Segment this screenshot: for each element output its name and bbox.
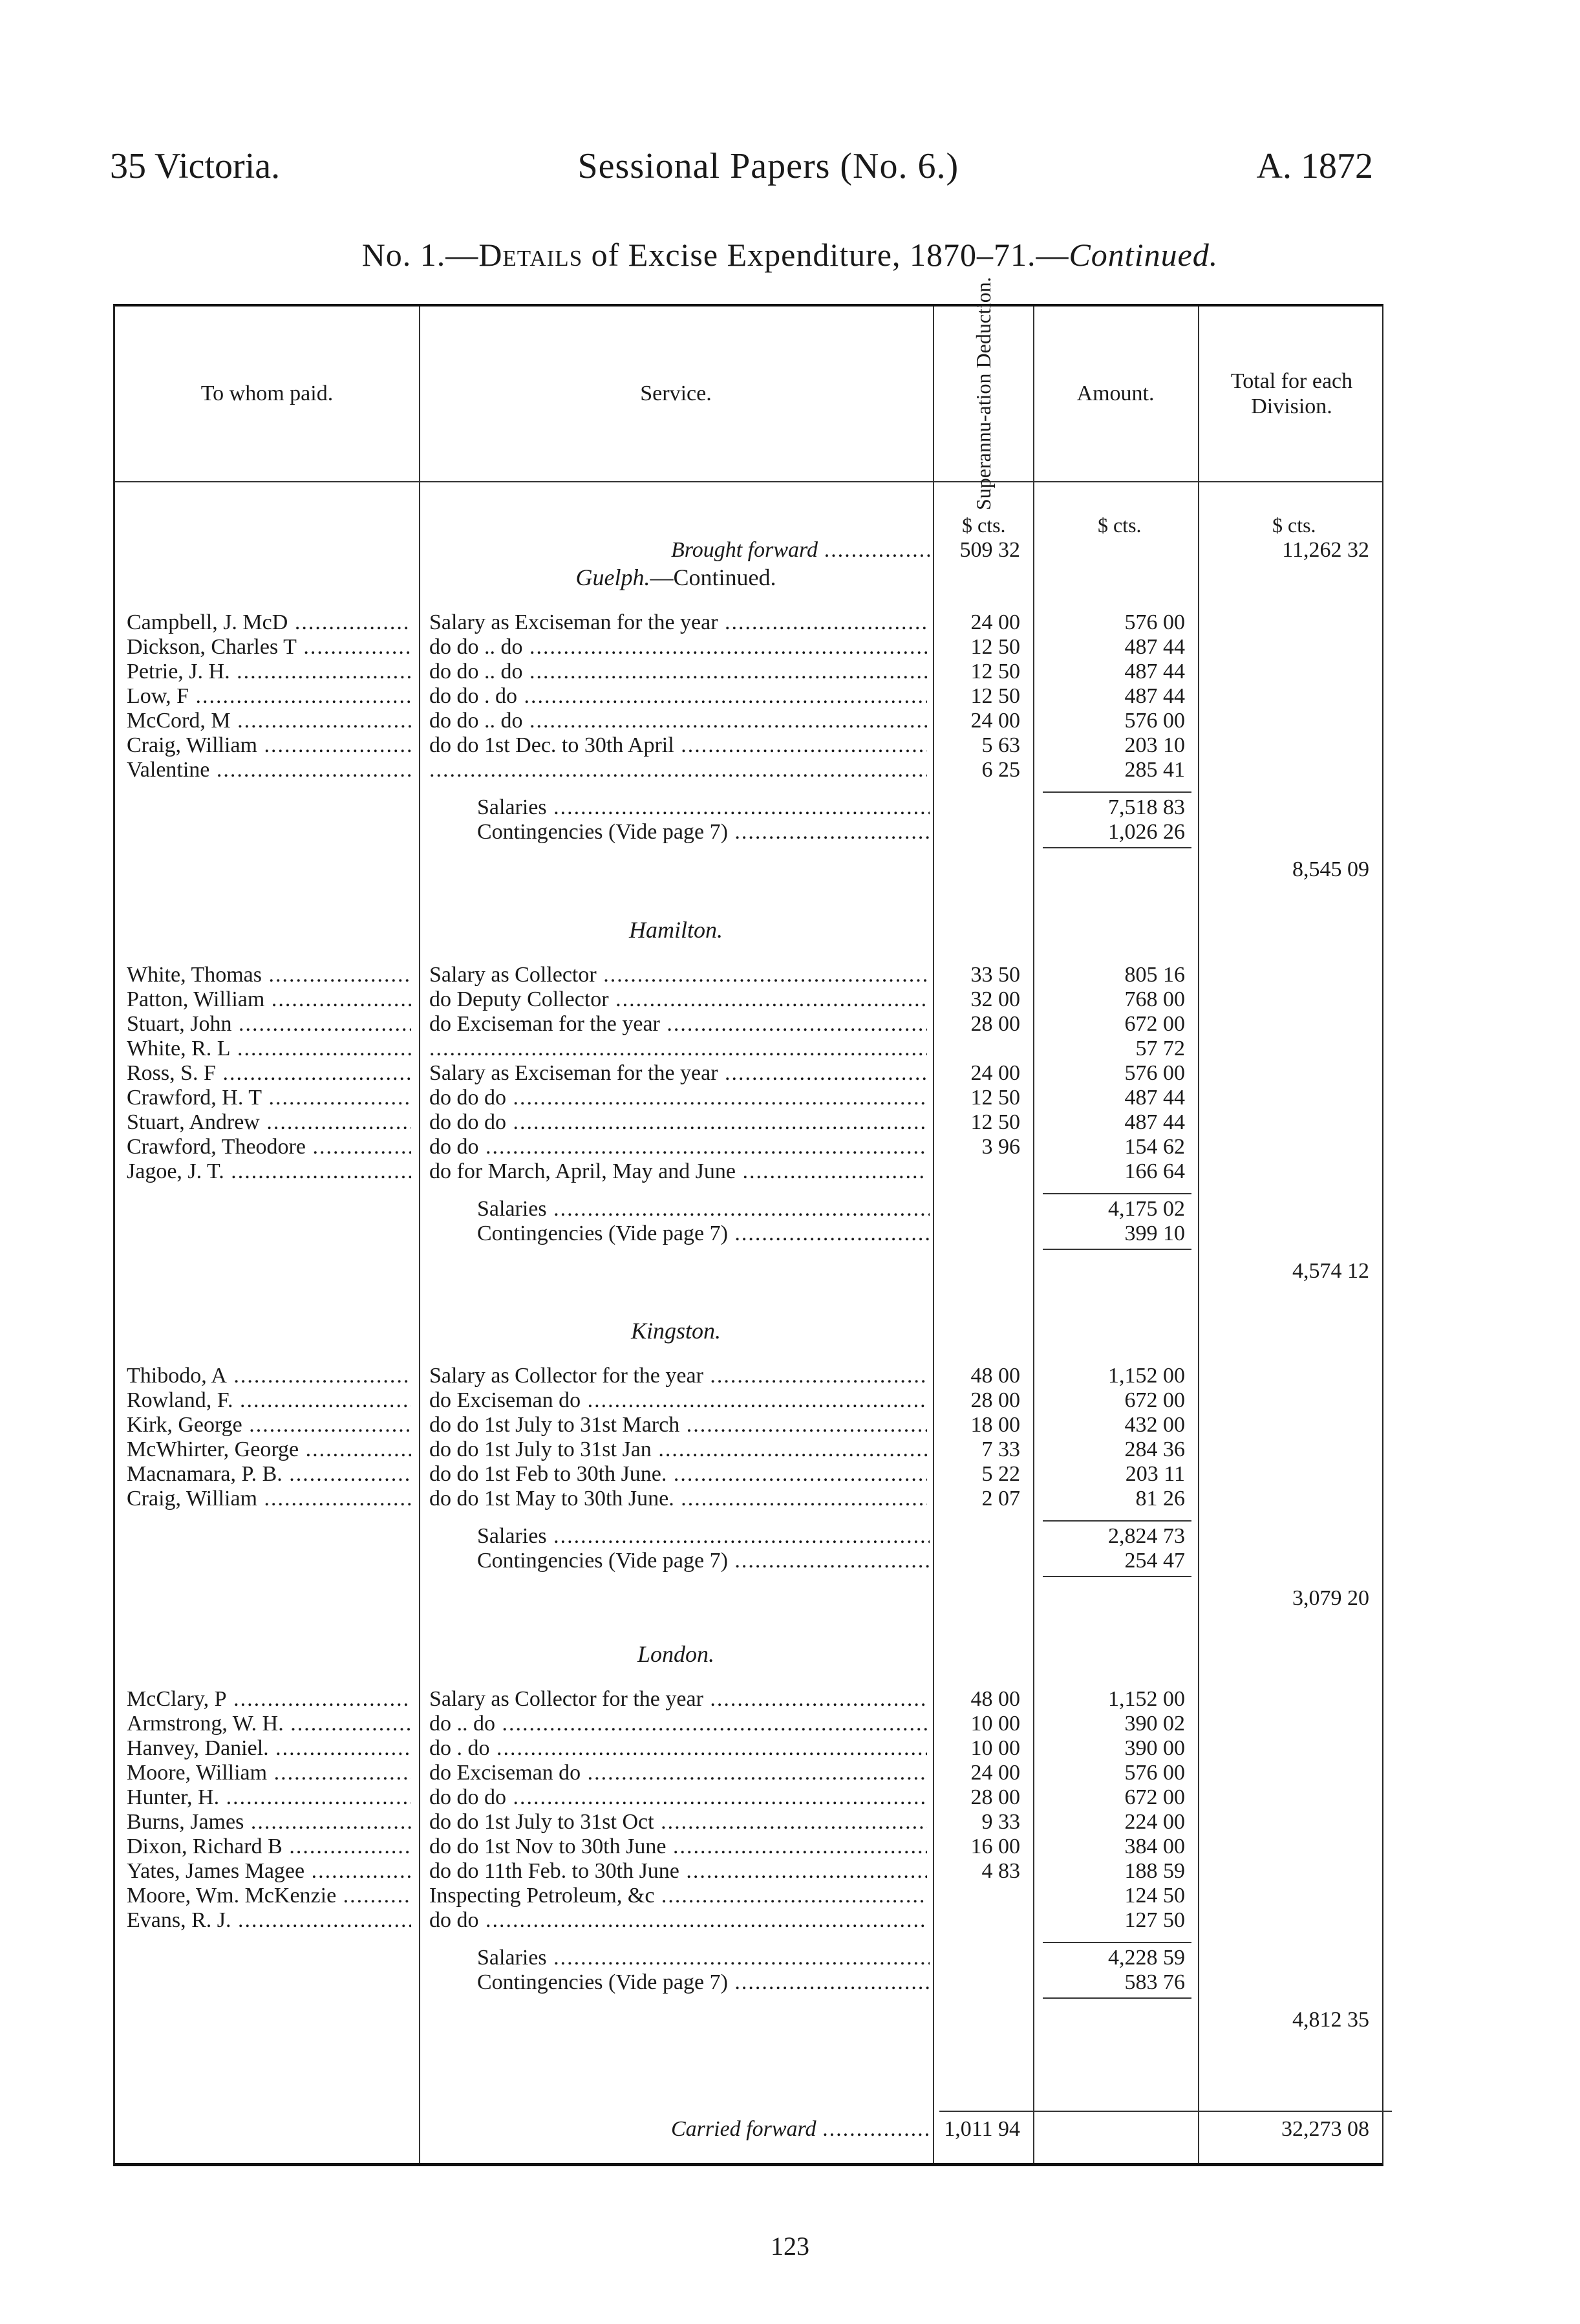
payee-name: Moore, Wm. McKenzie .....: [127, 1884, 411, 1908]
col-amount-header: Amount.: [1076, 382, 1155, 406]
superannuation-deduction: 12 50: [970, 660, 1020, 683]
service-description: [429, 1037, 927, 1061]
amount-rule: [1043, 791, 1191, 793]
table-row: [115, 1462, 1382, 1487]
amount-value: 154 62: [1124, 1135, 1185, 1159]
table-row: [115, 1761, 1382, 1785]
superannuation-deduction: 12 50: [970, 684, 1020, 708]
service-description: do do 1st May to 30th June. .....: [429, 1487, 927, 1511]
service-description: do do .....: [429, 1135, 927, 1159]
amount-value: 384 00: [1124, 1834, 1185, 1858]
payee-name: Dixon, Richard B .....: [127, 1834, 411, 1859]
service-description: do do .....: [429, 1908, 927, 1933]
carried-forward-total: 32,273 08: [1281, 2117, 1369, 2141]
contingencies-amount: 399 10: [1124, 1221, 1185, 1245]
payee-name: Burns, James .....: [127, 1810, 411, 1834]
amount-rule: [1043, 847, 1191, 848]
payee-name: Low, F .....: [127, 684, 411, 709]
table-row: [115, 1061, 1382, 1086]
payee-name: Crawford, H. T .....: [127, 1086, 411, 1110]
amount-rule: [1043, 1193, 1191, 1194]
service-description: do . do .....: [429, 1736, 927, 1761]
amount-value: 127 50: [1124, 1908, 1185, 1932]
division-total: 3,079 20: [1292, 1586, 1369, 1610]
table-row: [115, 1884, 1382, 1908]
amount-value: 224 00: [1124, 1810, 1185, 1834]
col-total-header: Total for each Division.: [1230, 369, 1353, 418]
section-title: [419, 564, 933, 591]
superannuation-deduction: 28 00: [970, 1012, 1020, 1036]
service-description: do do 1st Dec. to 30th April .....: [429, 733, 927, 758]
unit-amount: $ cts.: [1098, 513, 1142, 537]
payee-name: McClary, P .....: [127, 1687, 411, 1712]
table-row: [115, 660, 1382, 684]
payee-name: Craig, William .....: [127, 1487, 411, 1511]
table-row: [115, 1487, 1382, 1511]
superannuation-deduction: 5 22: [981, 1462, 1020, 1486]
table-row: [115, 1135, 1382, 1159]
contingencies-amount: 583 76: [1124, 1970, 1185, 1994]
payee-name: Macnamara, P. B. .....: [127, 1462, 411, 1487]
payee-name: Ross, S. F .....: [127, 1061, 411, 1086]
service-description: do do do .....: [429, 1110, 927, 1135]
service-description: do do .. do .....: [429, 635, 927, 660]
payee-name: Stuart, Andrew .....: [127, 1110, 411, 1135]
service-description: [429, 758, 927, 782]
service-description: do do do .....: [429, 1086, 927, 1110]
superannuation-deduction: 24 00: [970, 1761, 1020, 1785]
contingencies-amount: 254 47: [1124, 1549, 1185, 1573]
division-total: 8,545 09: [1292, 857, 1369, 881]
amount-value: 487 44: [1124, 635, 1185, 659]
section-title: [419, 916, 933, 943]
payee-name: Thibodo, A .....: [127, 1364, 411, 1388]
table-row: [115, 610, 1382, 635]
table-row: [115, 1012, 1382, 1037]
amount-rule: [1043, 1942, 1191, 1943]
salaries-label: Salaries .....: [477, 1946, 930, 1970]
service-description: do do 11th Feb. to 30th June .....: [429, 1859, 927, 1884]
service-description: Salary as Exciseman for the year .....: [429, 1061, 927, 1086]
payee-name: Hunter, H. .....: [127, 1785, 411, 1810]
table-row: [115, 709, 1382, 733]
table-row: [115, 1712, 1382, 1736]
carried-forward-super: 1,011 94: [944, 2117, 1020, 2141]
superannuation-deduction: 3 96: [981, 1135, 1020, 1159]
salaries-label: Salaries .....: [477, 1524, 930, 1549]
superannuation-deduction: 9 33: [981, 1810, 1020, 1834]
payee-name: McCord, M .....: [127, 709, 411, 733]
contingencies-row: [115, 1221, 1382, 1246]
service-description: do Exciseman do .....: [429, 1388, 927, 1413]
section-title: [419, 1641, 933, 1668]
col-name-header: To whom paid.: [200, 382, 334, 406]
amount-rule: [1043, 1997, 1191, 1999]
amount-rule: [1043, 1520, 1191, 1522]
service-description: do do .. do .....: [429, 709, 927, 733]
table-row: [115, 1388, 1382, 1413]
payee-name: Yates, James Magee .....: [127, 1859, 411, 1884]
amount-value: 805 16: [1124, 963, 1185, 987]
table-row: [115, 684, 1382, 709]
section-name: Kingston.: [630, 1318, 721, 1344]
division-total-row: [115, 1586, 1382, 1611]
salaries-row: [115, 1524, 1382, 1549]
service-description: do Deputy Collector .....: [429, 987, 927, 1012]
service-description: do do 1st July to 31st Jan .....: [429, 1437, 927, 1462]
superannuation-deduction: 48 00: [970, 1364, 1020, 1388]
salaries-amount: 4,228 59: [1108, 1946, 1185, 1970]
superannuation-deduction: 4 83: [981, 1859, 1020, 1883]
table-row: [115, 963, 1382, 987]
division-total-row: [115, 2008, 1382, 2032]
payee-name: Jagoe, J. T. .....: [127, 1159, 411, 1184]
table-row: [115, 1413, 1382, 1437]
amount-value: 576 00: [1124, 610, 1185, 634]
division-total: 4,574 12: [1292, 1259, 1369, 1283]
salaries-label: Salaries .....: [477, 795, 930, 820]
superannuation-deduction: 12 50: [970, 635, 1020, 659]
superannuation-deduction: 24 00: [970, 709, 1020, 733]
service-description: Salary as Collector .....: [429, 963, 927, 987]
superannuation-deduction: 28 00: [970, 1388, 1020, 1412]
division-total: 4,812 35: [1292, 2008, 1369, 2032]
amount-value: 487 44: [1124, 1086, 1185, 1110]
contingencies-label: Contingencies (Vide page 7) .....: [477, 1221, 930, 1246]
service-description: do Exciseman do .....: [429, 1761, 927, 1785]
service-description: do do .. do .....: [429, 660, 927, 684]
section-title: [419, 1317, 933, 1344]
contingencies-amount: 1,026 26: [1108, 820, 1185, 844]
table-row: [115, 1687, 1382, 1712]
amount-value: 203 11: [1125, 1462, 1185, 1486]
salaries-amount: 2,824 73: [1108, 1524, 1185, 1548]
page-number: 123: [771, 2232, 809, 2261]
brought-forward-super: 509 32: [959, 538, 1020, 562]
contingencies-row: [115, 1549, 1382, 1573]
payee-name: Stuart, John .....: [127, 1012, 411, 1037]
header-rule: [115, 481, 1382, 482]
superannuation-deduction: 18 00: [970, 1413, 1020, 1437]
payee-name: Craig, William .....: [127, 733, 411, 758]
amount-value: 1,152 00: [1108, 1687, 1185, 1711]
superannuation-deduction: 12 50: [970, 1086, 1020, 1110]
service-description: do do do .....: [429, 1785, 927, 1810]
amount-value: 285 41: [1124, 758, 1185, 782]
unit-super: $ cts.: [962, 513, 1006, 537]
payee-name: McWhirter, George .....: [127, 1437, 411, 1462]
superannuation-deduction: 24 00: [970, 610, 1020, 634]
section-suffix: —Continued.: [650, 565, 776, 590]
table-row: [115, 1736, 1382, 1761]
header-title: Sessional Papers (No. 6.): [577, 146, 959, 186]
amount-value: 81 26: [1135, 1487, 1185, 1511]
superannuation-deduction: 33 50: [970, 963, 1020, 987]
amount-value: 672 00: [1124, 1388, 1185, 1412]
amount-value: 166 64: [1124, 1159, 1185, 1183]
expenditure-table: [113, 277, 1383, 2166]
amount-value: 487 44: [1124, 684, 1185, 708]
salaries-row: [115, 795, 1382, 820]
page-header: [110, 145, 1373, 197]
superannuation-deduction: 24 00: [970, 1061, 1020, 1085]
payee-name: Kirk, George .....: [127, 1413, 411, 1437]
amount-value: 188 59: [1124, 1859, 1185, 1883]
amount-value: 390 02: [1124, 1712, 1185, 1736]
section-name: Guelph.: [575, 565, 650, 590]
table-row: [115, 1810, 1382, 1834]
superannuation-deduction: 6 25: [981, 758, 1020, 782]
amount-value: 487 44: [1124, 660, 1185, 683]
section-name: Hamilton.: [628, 917, 723, 943]
amount-value: 672 00: [1124, 1785, 1185, 1809]
contingencies-row: [115, 820, 1382, 845]
amount-value: 576 00: [1124, 1061, 1185, 1085]
service-description: Salary as Collector for the year .....: [429, 1687, 927, 1712]
division-total-row: [115, 857, 1382, 882]
payee-name: Armstrong, W. H. .....: [127, 1712, 411, 1736]
table-row: [115, 1834, 1382, 1859]
amount-value: 576 00: [1124, 709, 1185, 733]
table-row: [115, 733, 1382, 758]
table-row: [115, 635, 1382, 660]
service-description: do .. do .....: [429, 1712, 927, 1736]
table-row: [115, 758, 1382, 782]
table-row: [115, 1908, 1382, 1933]
amount-value: 672 00: [1124, 1012, 1185, 1036]
table-row: [115, 1785, 1382, 1810]
amount-value: 57 72: [1135, 1037, 1185, 1060]
amount-value: 487 44: [1124, 1110, 1185, 1134]
header-year: A. 1872: [1256, 146, 1373, 186]
header-session: 35 Victoria.: [110, 146, 281, 186]
payee-name: Rowland, F. .....: [127, 1388, 411, 1413]
payee-name: White, Thomas .....: [127, 963, 411, 987]
superannuation-deduction: 32 00: [970, 987, 1020, 1011]
superannuation-deduction: 2 07: [981, 1487, 1020, 1511]
table-row: [115, 1110, 1382, 1135]
payee-name: White, R. L .....: [127, 1037, 411, 1061]
section-name: London.: [637, 1641, 715, 1667]
payee-name: Crawford, Theodore .....: [127, 1135, 411, 1159]
carried-forward-label: Carried forward .....: [671, 2117, 930, 2142]
superannuation-deduction: 5 63: [981, 733, 1020, 757]
table-row: [115, 1364, 1382, 1388]
brought-forward-label: Brought forward .....: [568, 538, 930, 563]
col-service-header: Service.: [640, 382, 712, 406]
payee-name: Evans, R. J. .....: [127, 1908, 411, 1933]
salaries-amount: 7,518 83: [1108, 795, 1185, 819]
service-description: Inspecting Petroleum, &c .....: [429, 1884, 927, 1908]
amount-value: 390 00: [1124, 1736, 1185, 1760]
amount-value: 203 10: [1124, 733, 1185, 757]
superannuation-deduction: 48 00: [970, 1687, 1020, 1711]
table-row: [115, 1086, 1382, 1110]
contingencies-label: Contingencies (Vide page 7) .....: [477, 1970, 930, 1995]
amount-rule: [1043, 1249, 1191, 1250]
brought-forward-row: [115, 538, 1382, 563]
service-description: do do . do .....: [429, 684, 927, 709]
amount-value: 1,152 00: [1108, 1364, 1185, 1388]
superannuation-deduction: 10 00: [970, 1736, 1020, 1760]
superannuation-deduction: 16 00: [970, 1834, 1020, 1858]
amount-value: 124 50: [1124, 1884, 1185, 1908]
payee-name: Dickson, Charles T .....: [127, 635, 411, 660]
salaries-amount: 4,175 02: [1108, 1197, 1185, 1221]
table-title: No. 1.—Details of Excise Expenditure, 1870–71.—Continued.: [361, 237, 1219, 273]
service-description: Salary as Exciseman for the year .....: [429, 610, 927, 635]
service-description: do do 1st July to 31st Oct .....: [429, 1810, 927, 1834]
division-total-row: [115, 1259, 1382, 1284]
salaries-row: [115, 1197, 1382, 1221]
service-description: do do 1st Nov to 30th June .....: [429, 1834, 927, 1859]
salaries-row: [115, 1946, 1382, 1970]
col-super-header: Superannu-ation Deduction.: [971, 277, 995, 511]
payee-name: Patton, William .....: [127, 987, 411, 1012]
table-row: [115, 1159, 1382, 1184]
superannuation-deduction: 12 50: [970, 1110, 1020, 1134]
service-description: do Exciseman for the year .....: [429, 1012, 927, 1037]
carried-rule: [939, 2111, 1392, 2112]
payee-name: Petrie, J. H. .....: [127, 660, 411, 684]
service-description: do do 1st Feb to 30th June. .....: [429, 1462, 927, 1487]
salaries-label: Salaries .....: [477, 1197, 930, 1221]
amount-value: 576 00: [1124, 1761, 1185, 1785]
carried-forward-row: [115, 2117, 1382, 2142]
table-row: [115, 987, 1382, 1012]
service-description: do for March, April, May and June .....: [429, 1159, 927, 1184]
amount-rule: [1043, 1576, 1191, 1577]
brought-forward-total: 11,262 32: [1282, 538, 1369, 562]
contingencies-label: Contingencies (Vide page 7) .....: [477, 1549, 930, 1573]
amount-value: 284 36: [1124, 1437, 1185, 1461]
payee-name: Campbell, J. McD .....: [127, 610, 411, 635]
payee-name: Moore, William .....: [127, 1761, 411, 1785]
contingencies-row: [115, 1970, 1382, 1995]
unit-total: $ cts.: [1272, 513, 1316, 537]
superannuation-deduction: 10 00: [970, 1712, 1020, 1736]
table-row: [115, 1859, 1382, 1884]
superannuation-deduction: 28 00: [970, 1785, 1020, 1809]
amount-value: 432 00: [1124, 1413, 1185, 1437]
table-row: [115, 1437, 1382, 1462]
service-description: do do 1st July to 31st March .....: [429, 1413, 927, 1437]
payee-name: Valentine .....: [127, 758, 411, 782]
table-row: [115, 1037, 1382, 1061]
amount-value: 768 00: [1124, 987, 1185, 1011]
service-description: Salary as Collector for the year .....: [429, 1364, 927, 1388]
contingencies-label: Contingencies (Vide page 7) .....: [477, 820, 930, 845]
superannuation-deduction: 7 33: [981, 1437, 1020, 1461]
payee-name: Hanvey, Daniel. .....: [127, 1736, 411, 1761]
